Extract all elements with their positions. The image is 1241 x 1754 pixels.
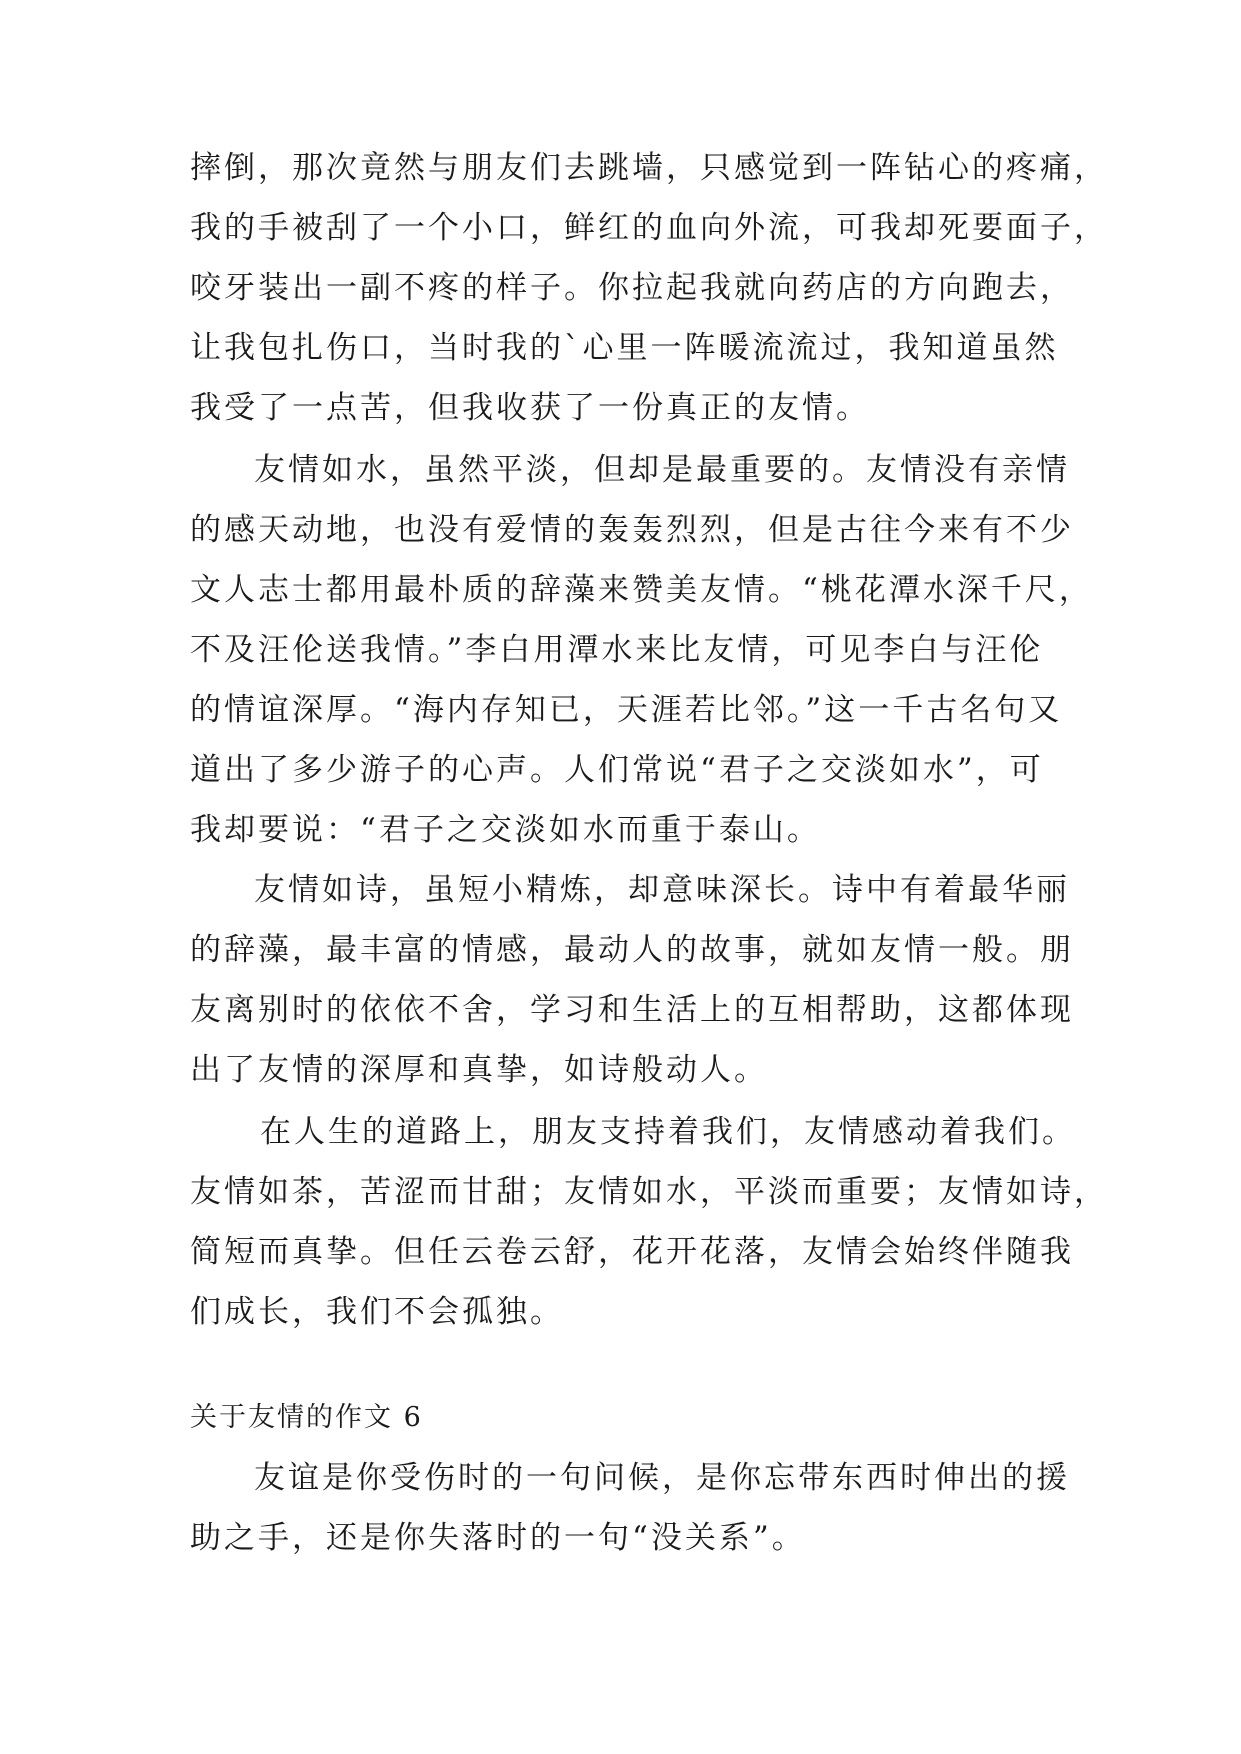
paragraph-line: 我受了一点苦，但我收获了一份真正的友情。 — [190, 390, 870, 426]
paragraph-line: 让我包扎伤口，当时我的`心里一阵暖流流过，我知道虽然 — [190, 330, 1059, 366]
paragraph-line: 我却要说：“君子之交淡如水而重于泰山。 — [190, 812, 821, 848]
paragraph-line: 道出了多少游子的心声。人们常说“君子之交淡如水”，可 — [190, 752, 1044, 788]
paragraph-line: 友情如水，虽然平淡，但却是最重要的。友情没有亲情 — [254, 452, 1070, 488]
paragraph-line: 不及汪伦送我情。”李白用潭水来比友情，可见李白与汪伦 — [190, 632, 1044, 668]
paragraph-line: 的感天动地，也没有爱情的轰轰烈烈，但是古往今来有不少 — [190, 512, 1074, 548]
paragraph-line: 友谊是你受伤时的一句问候，是你忘带东西时伸出的援 — [254, 1460, 1070, 1496]
paragraph-line: 文人志士都用最朴质的辞藻来赞美友情。“桃花潭水深千尺， — [190, 572, 1093, 608]
paragraph-line: 友情如诗，虽短小精炼，却意味深长。诗中有着最华丽 — [254, 872, 1070, 908]
paragraph-line: 友情如茶，苦涩而甘甜；友情如水，平淡而重要；友情如诗， — [190, 1174, 1108, 1210]
paragraph-line: 咬牙装出一副不疼的样子。你拉起我就向药店的方向跑去， — [190, 270, 1074, 306]
paragraph-line: 们成长，我们不会孤独。 — [190, 1294, 564, 1330]
paragraph-line: 我的手被刮了一个小口，鲜红的血向外流，可我却死要面子， — [190, 210, 1108, 246]
paragraph-line: 出了友情的深厚和真挚，如诗般动人。 — [190, 1052, 768, 1088]
paragraph-line: 友离别时的依依不舍，学习和生活上的互相帮助，这都体现 — [190, 992, 1074, 1028]
paragraph-line: 助之手，还是你失落时的一句“没关系”。 — [190, 1520, 806, 1556]
section-heading: 关于友情的作文 6 — [190, 1402, 423, 1433]
paragraph-line: 在人生的道路上，朋友支持着我们，友情感动着我们。 — [260, 1114, 1076, 1150]
paragraph-line: 的情谊深厚。“海内存知已，天涯若比邻。”这一千古名句又 — [190, 692, 1063, 728]
paragraph-line: 简短而真挚。但任云卷云舒，花开花落，友情会始终伴随我 — [190, 1234, 1074, 1270]
paragraph-line: 的辞藻，最丰富的情感，最动人的故事，就如友情一般。朋 — [190, 932, 1074, 968]
paragraph-line: 摔倒，那次竟然与朋友们去跳墙，只感觉到一阵钻心的疼痛， — [190, 150, 1108, 186]
